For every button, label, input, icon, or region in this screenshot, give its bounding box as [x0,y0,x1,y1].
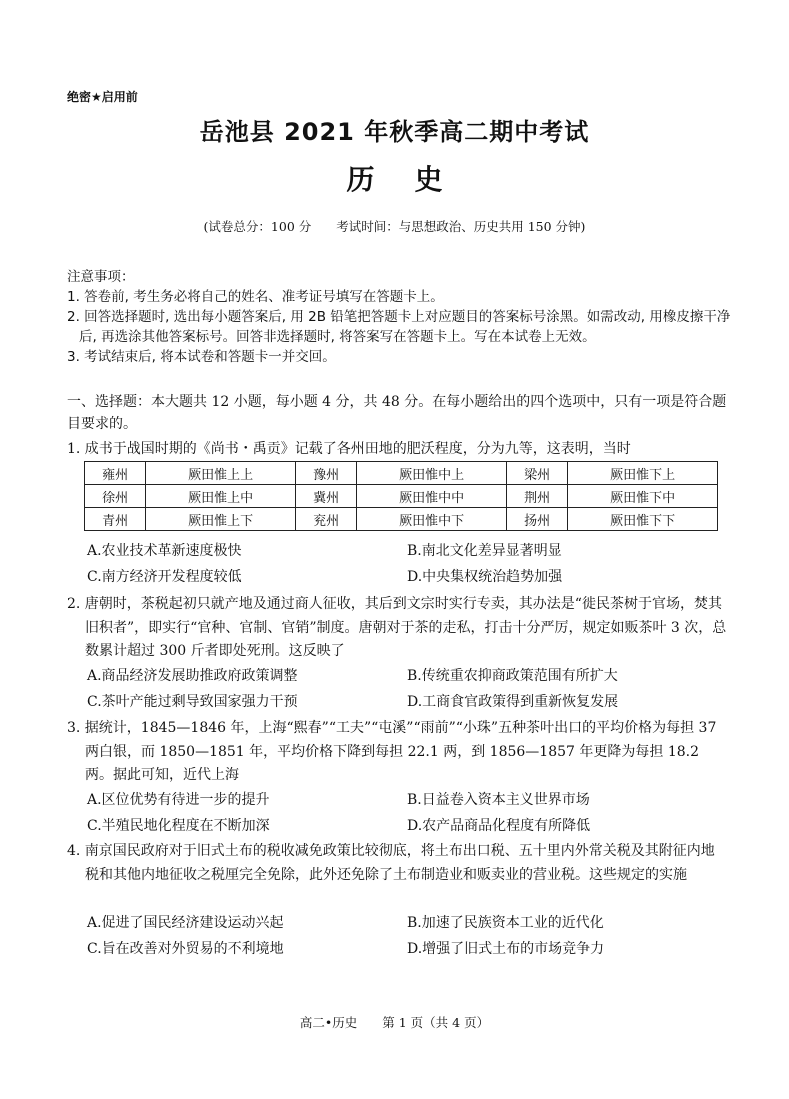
option-d[interactable]: D.工商食官政策得到重新恢复发展 [407,694,619,710]
option-d[interactable]: D.农产品商品化程度有所降低 [407,818,591,834]
table-cell: 厥田惟上下 [146,508,296,531]
table-cell: 冀州 [295,485,356,508]
subject-title: 历史 [346,163,483,196]
question-stem: 4. 南京国民政府对于旧式土布的税收减免政策比较彻底，将土布出口税、五十里内外常关税及其附征内地税和其他内地征收之税厘完全免除，此外还免除了土布制造业和贩卖业的营业税。这些规定的实施 [67,843,715,883]
notice-item: 1. 答卷前, 考生务必将自己的姓名、准考证号填写在答题卡上。 [67,289,444,305]
exam-title: 岳池县 2021 年秋季高二期中考试 [199,118,590,146]
table-row [85,462,718,485]
option-b[interactable]: B.加速了民族资本工业的近代化 [407,915,604,931]
page-footer: 高二•历史 第 1 页（共 4 页） [299,1015,490,1030]
option-c[interactable]: C.茶叶产能过剩导致国家强力干预 [87,694,298,710]
table-cell: 梁州 [506,462,567,485]
option-c[interactable]: C.南方经济开发程度较低 [87,569,242,585]
table-cell: 厥田惟中下 [357,508,507,531]
option-a[interactable]: A.促进了国民经济建设运动兴起 [87,915,284,931]
question-stem: 1. 成书于战国时期的《尚书・禹贡》记载了各州田地的肥沃程度，分为九等，这表明，当时 [67,441,631,457]
option-b[interactable]: B.南北文化差异显著明显 [407,543,562,559]
option-d[interactable]: D.中央集权统治趋势加强 [407,569,563,585]
question-stem: 3. 据统计，1845—1846 年，上海“熙春”“工夫”“屯溪”“雨前”“小珠”五种茶叶出口的平均价格为每担 37 两白银，而 1850—1851 年，平均价格下降到每担 22.1 两，到 1856—1857 年更降为每担 18.2 两。据此可知，近代上海 [67,720,717,783]
exam-meta: (试卷总分：100 分 考试时间：与思想政治、历史共用 150 分钟) [203,219,586,234]
question-stem: 2. 唐朝时，茶税起初只就产地及通过商人征收，其后到文宗时实行专卖，其办法是“徙民茶树于官场，焚其旧积者”，即实行“官种、官制、官销”制度。唐朝对于茶的走私，打击十分严厉，规定如贩茶叶 3 次，总数累计超过 300 斤者即处死刑。这反映了 [67,596,727,659]
question-3 [67,717,727,788]
table-cell: 厥田惟上上 [146,462,296,485]
table-row [85,485,718,508]
question-1 [67,438,727,462]
table-cell: 厥田惟下下 [568,508,718,531]
table-cell: 徐州 [85,485,146,508]
table-cell: 厥田惟中中 [357,485,507,508]
table-cell: 豫州 [295,462,356,485]
table-cell: 扬州 [506,508,567,531]
option-d[interactable]: D.增强了旧式土布的市场竞争力 [407,941,605,957]
notice-heading: 注意事项： [67,269,135,285]
notice-block [67,267,737,367]
notice-item: 3. 考试结束后, 将本试卷和答题卡一并交回。 [67,349,336,365]
section-heading: 一、选择题：本大题共 12 小题，每小题 4 分，共 48 分。在每小题给出的四个选项中，只有一项是符合题目要求的。 [67,394,727,432]
option-a[interactable]: A.区位优势有待进一步的提升 [87,792,270,808]
option-b[interactable]: B.日益卷入资本主义世界市场 [407,792,590,808]
table-cell: 青州 [85,508,146,531]
option-a[interactable]: A.农业技术革新速度极快 [87,543,242,559]
table-row [85,508,718,531]
table-cell: 厥田惟下中 [568,485,718,508]
option-c[interactable]: C.旨在改善对外贸易的不利境地 [87,941,284,957]
option-b[interactable]: B.传统重农抑商政策范围有所扩大 [407,668,618,684]
fertility-table [84,461,718,531]
table-cell: 荆州 [506,485,567,508]
table-cell: 兖州 [295,508,356,531]
table-cell: 雍州 [85,462,146,485]
table-cell: 厥田惟中上 [357,462,507,485]
table-cell: 厥田惟下上 [568,462,718,485]
notice-item: 2. 回答选择题时, 选出每小题答案后, 用 2B 铅笔把答题卡上对应题目的答案标号涂黑。如需改动, 用橡皮擦干净后, 再选涂其他答案标号。回答非选择题时, 将答案写在答题卡上。写在本试卷上无效。 [67,309,731,345]
confidential-mark: 绝密★启用前 [67,90,138,104]
question-4 [67,840,727,887]
option-a[interactable]: A.商品经济发展助推政府政策调整 [87,668,298,684]
option-c[interactable]: C.半殖民地化程度在不断加深 [87,818,270,834]
table-cell: 厥田惟上中 [146,485,296,508]
question-2 [67,593,727,664]
